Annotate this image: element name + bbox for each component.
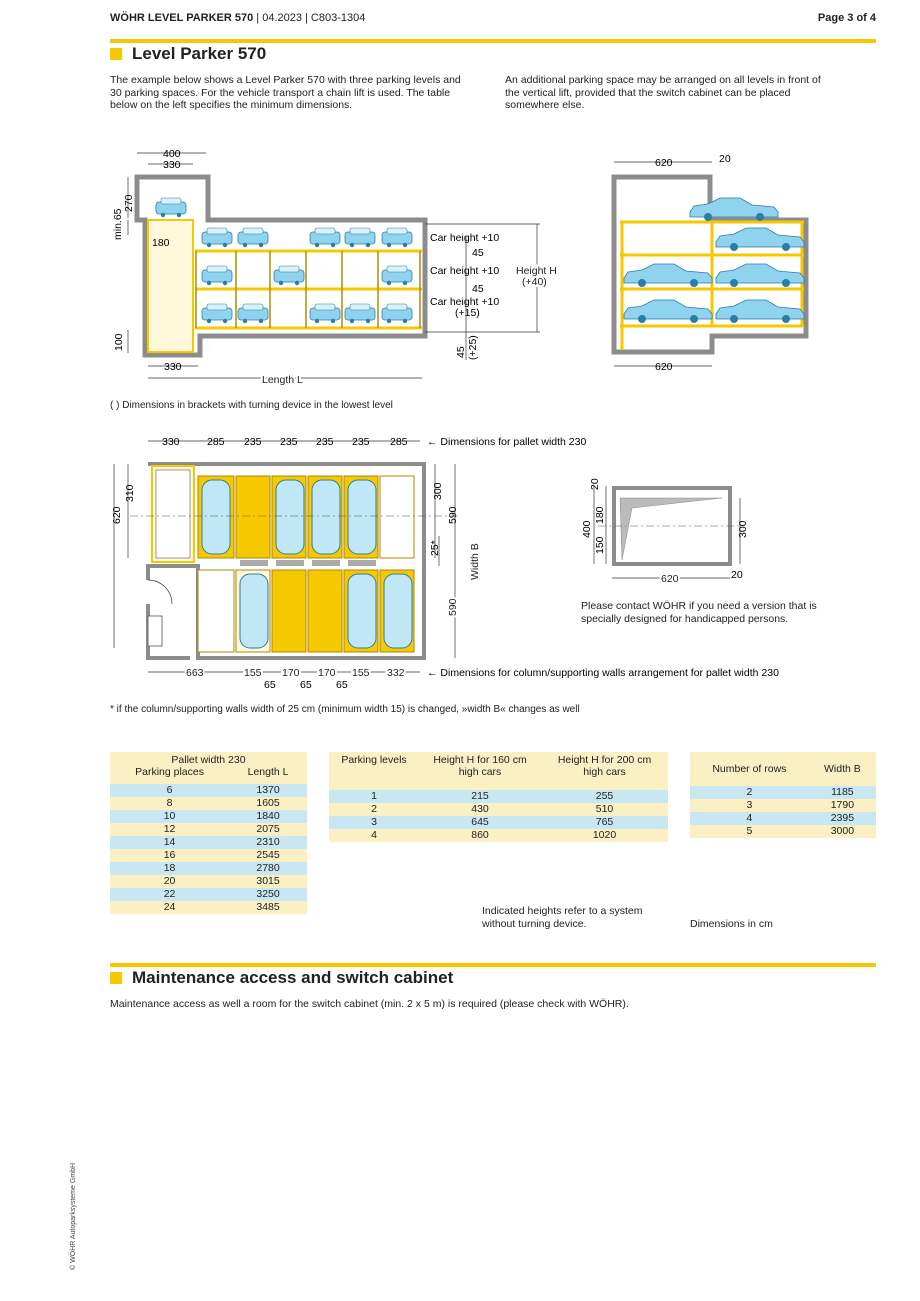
plan-top-dim-2: 285 xyxy=(207,436,225,448)
table-row: 14 2310 xyxy=(110,836,307,849)
gap-15: (+15) xyxy=(455,307,480,319)
dim-620-bottom: 620 xyxy=(655,361,673,373)
intro-left: The example below shows a Level Parker 570 with three parking levels and 30 parking spaces. For the vehicle transport a chain lift is used. The table below on the left specifies the minimum dimensions. xyxy=(110,74,461,111)
dim-100: 100 xyxy=(113,333,125,351)
plan-dim-590-bottom: 590 xyxy=(447,598,459,616)
switch-cabinet xyxy=(148,616,162,646)
car-height-3: Car height +10 xyxy=(430,296,500,308)
gap-45-1: 45 xyxy=(472,247,484,259)
plan-dim-300: 300 xyxy=(432,482,444,500)
plan-top-dim-7: 285 xyxy=(390,436,408,448)
doc-meta: | 04.2023 | C803-1304 xyxy=(253,12,366,24)
section-title-maintenance: Maintenance access and switch cabinet xyxy=(110,968,453,988)
table3-col1: Number of rows xyxy=(690,752,809,786)
plan-dim-310: 310 xyxy=(124,484,136,502)
cars-front-view xyxy=(202,228,412,323)
plan-dim-620: 620 xyxy=(111,506,123,524)
hc-dim-150: 150 xyxy=(594,536,606,554)
yellow-square-icon xyxy=(110,48,122,60)
plan-bottom-caption: ← Dimensions for column/supporting walls arrangement for pallet width 230 xyxy=(427,667,779,679)
hc-dim-400: 400 xyxy=(581,520,593,538)
table2-col3: Height H for 200 cm high cars xyxy=(541,752,668,790)
dim-180: 180 xyxy=(152,237,170,249)
plan-top-dim-5: 235 xyxy=(316,436,334,448)
header-divider xyxy=(110,39,876,43)
handicap-text: Please contact WÖHR if you need a version that is specially designed for handicapped persons. xyxy=(581,600,817,625)
table1-group-header: Pallet width 230 xyxy=(110,752,307,766)
table1-col2: Length L xyxy=(229,766,307,784)
dim-min65: min.65 xyxy=(112,208,124,240)
car-height-1: Car height +10 xyxy=(430,232,500,244)
table-row: 18 2780 xyxy=(110,862,307,875)
table-row: 24 3485 xyxy=(110,901,307,914)
section2-divider xyxy=(110,963,876,967)
plan-dim-25: 25* xyxy=(429,540,441,556)
gap-45-bottom: 45 xyxy=(455,346,467,358)
dim-330-top: 330 xyxy=(163,159,181,171)
plan-dim-590-top: 590 xyxy=(447,506,459,524)
plan-width-b: Width B xyxy=(469,543,481,580)
brand-label: WÖHR LEVEL PARKER 570 xyxy=(110,12,254,24)
cars-side-view xyxy=(624,198,804,323)
hc-dim-180: 180 xyxy=(594,506,606,524)
plan-bottom-dim-3: 170 xyxy=(282,667,300,679)
table-row: 12 2075 xyxy=(110,823,307,836)
plan-top-dim-6: 235 xyxy=(352,436,370,448)
gap-45-2: 45 xyxy=(472,283,484,295)
hc-dim-20: 20 xyxy=(589,478,601,490)
dim-20: 20 xyxy=(719,153,731,165)
table-width xyxy=(690,752,876,838)
dim-270: 270 xyxy=(123,194,135,212)
hc-dim-20-bottom: 20 xyxy=(731,569,743,581)
table3-note: Dimensions in cm xyxy=(690,918,773,930)
table2-col1: Parking levels xyxy=(329,752,419,790)
table-row: 22 3250 xyxy=(110,888,307,901)
table3-col2: Width B xyxy=(809,752,876,786)
table-row: 3 1790 xyxy=(690,799,876,812)
table-height xyxy=(329,752,668,842)
table-row: 3 645 765 xyxy=(329,816,668,829)
table-row: 20 3015 xyxy=(110,875,307,888)
plan-top-dim-3: 235 xyxy=(244,436,262,448)
table-row: 2 1185 xyxy=(690,786,876,799)
table-row: 8 1605 xyxy=(110,797,307,810)
pallets-upper xyxy=(198,476,414,558)
copyright: © WÖHR Autoparksysteme GmbH xyxy=(70,1162,77,1270)
intro-right: An additional parking space may be arranged on all levels in front of the vertical lift, provided that the switch cabinet can be placed somewhere else. xyxy=(505,74,821,111)
plan-bottom-sub-3: 65 xyxy=(336,679,348,690)
car-height-2: Car height +10 xyxy=(430,265,500,277)
table2-note: Indicated heights refer to a system without turning device. xyxy=(482,905,643,930)
plan-bottom-dim-6: 332 xyxy=(387,667,405,679)
plan-top-dim-4: 235 xyxy=(280,436,298,448)
pallets-lower xyxy=(198,570,414,652)
plan-bottom-dim-5: 155 xyxy=(352,667,370,679)
plan-top-dim-1: 330 xyxy=(162,436,180,448)
dim-330-bottom: 330 xyxy=(164,361,182,373)
plan-bottom-dim-1: 663 xyxy=(186,667,204,679)
plan-diagram xyxy=(0,428,920,690)
gap-25: (+25) xyxy=(467,335,479,360)
plan-top-caption: ← Dimensions for pallet width 230 xyxy=(427,436,587,448)
plan-bottom-dim-4: 170 xyxy=(318,667,336,679)
table-row: 1 215 255 xyxy=(329,790,668,803)
hc-dim-300: 300 xyxy=(737,520,749,538)
table-row: 5 3000 xyxy=(690,825,876,838)
footnote: * if the column/supporting walls width of 25 cm (minimum width 15) is changed, »width B« changes as well xyxy=(110,704,580,715)
doc-header-left xyxy=(110,12,365,24)
plan-bottom-sub-2: 65 xyxy=(300,679,312,690)
length-l: Length L xyxy=(262,374,303,386)
height-h: Height H xyxy=(516,265,557,277)
plan-bottom-dim-2: 155 xyxy=(244,667,262,679)
dim-400: 400 xyxy=(163,148,181,160)
table-row: 4 860 1020 xyxy=(329,829,668,842)
table-row: 4 2395 xyxy=(690,812,876,825)
section-title-level-parker: Level Parker 570 xyxy=(110,44,266,64)
page-number: Page 3 of 4 xyxy=(817,12,876,24)
table-row: 10 1840 xyxy=(110,810,307,823)
table1-col1: Parking places xyxy=(110,766,229,784)
table2-col2: Height H for 160 cm high cars xyxy=(419,752,541,790)
table-pallet-length xyxy=(110,752,307,914)
bracket-note: ( ) Dimensions in brackets with turning device in the lowest level xyxy=(110,400,393,411)
table-row: 16 2545 xyxy=(110,849,307,862)
hc-dim-620: 620 xyxy=(661,573,679,585)
table-row: 2 430 510 xyxy=(329,803,668,816)
plan-bottom-sub-1: 65 xyxy=(264,679,276,690)
height-h-plus: (+40) xyxy=(522,276,547,288)
table-row: 6 1370 xyxy=(110,784,307,797)
section-diagram xyxy=(0,140,920,400)
maintenance-text: Maintenance access as well a room for the switch cabinet (min. 2 x 5 m) is required (please check with WÖHR). xyxy=(110,998,629,1010)
dim-620-top: 620 xyxy=(655,157,673,169)
yellow-square-icon xyxy=(110,972,122,984)
